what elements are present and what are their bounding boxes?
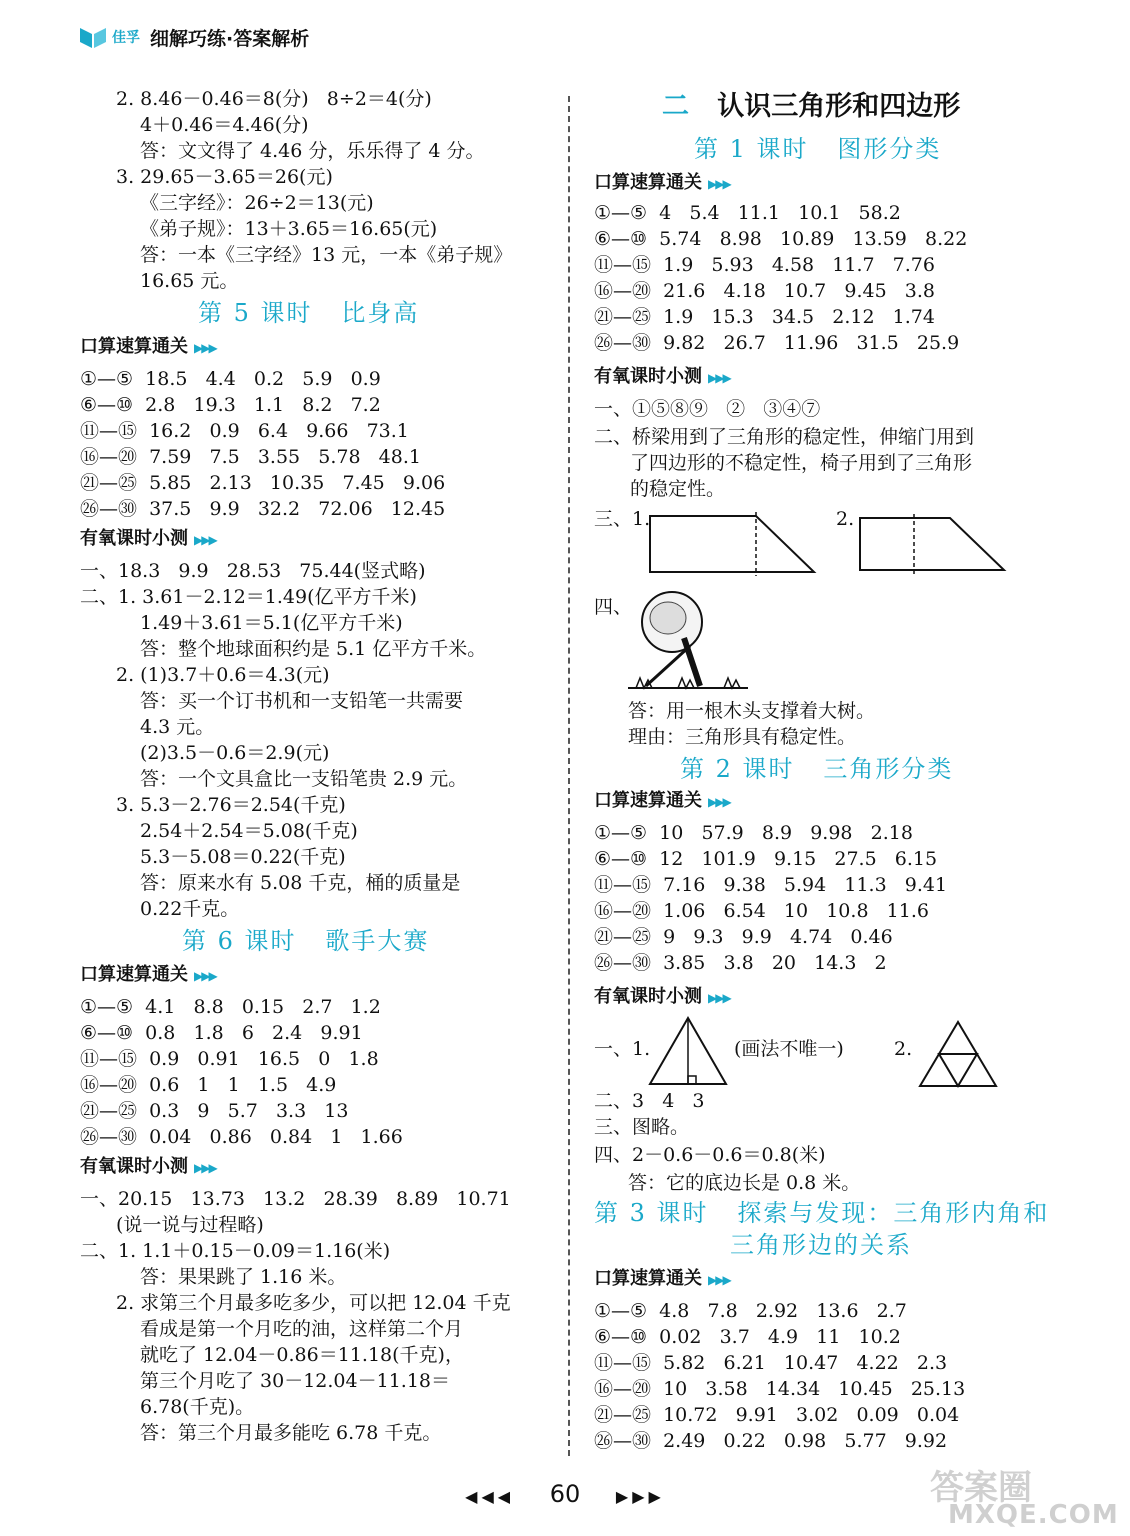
answer-line: 答：整个地球面积约是 5.1 亿平方千米。 (140, 638, 487, 660)
section-heading (594, 364, 730, 391)
chapter-number: 二 (662, 91, 689, 122)
trapezoid-figure-1 (648, 512, 818, 576)
calc-row: ⑯—⑳ 7.59 7.5 3.55 5.78 48.1 (80, 446, 421, 468)
calc-row: ①—⑤ 10 57.9 8.9 9.98 2.18 (594, 822, 913, 844)
next-arrows-icon: ▶▶▶ (615, 1487, 665, 1506)
lesson-title-continued: 三角形边的关系 (730, 1231, 912, 1259)
watermark-logo: 答案圈 (930, 1468, 1032, 1508)
arrow-icon: ▶▶▶ (708, 991, 730, 1005)
calc-row: ㉖—㉚ 3.85 3.8 20 14.3 2 (594, 952, 887, 974)
answer-line: (说一说与过程略) (116, 1214, 264, 1236)
answer-line: 答：一个文具盒比一支铅笔贵 2.9 元。 (140, 768, 468, 790)
answer-line: 4＋0.46＝4.46(分) (140, 114, 309, 136)
section-heading-label: 有氧课时小测 (594, 986, 702, 1007)
answer-line: 一、1. (594, 1038, 651, 1060)
answer-line: 四、 (594, 596, 633, 618)
section-heading (80, 334, 216, 361)
answer-line: 一、20.15 13.73 13.2 28.39 8.89 10.71 (80, 1188, 511, 1210)
answer-line: 16.65 元。 (140, 270, 239, 292)
calc-row: ⑥—⑩ 0.02 3.7 4.9 11 10.2 (594, 1326, 901, 1348)
section-heading (80, 1154, 216, 1181)
answer-line: 二、桥梁用到了三角形的稳定性，伸缩门用到 (594, 426, 975, 448)
answer-line: 《三字经》：26÷2＝13(元) (140, 192, 374, 214)
calc-row: ⑯—⑳ 10 3.58 14.34 10.45 25.13 (594, 1378, 966, 1400)
calc-row: ①—⑤ 18.5 4.4 0.2 5.9 0.9 (80, 368, 381, 390)
answer-line: 5.3－5.08＝0.22(千克) (140, 846, 346, 868)
page-number: 60 (549, 1480, 581, 1508)
calc-row: ㉑—㉕ 1.9 15.3 34.5 2.12 1.74 (594, 306, 935, 328)
section-heading (80, 526, 216, 553)
arrow-icon: ▶▶▶ (194, 341, 216, 355)
calc-row: ⑥—⑩ 5.74 8.98 10.89 13.59 8.22 (594, 228, 968, 250)
answer-line: 2.54＋2.54＝5.08(千克) (140, 820, 358, 842)
arrow-icon: ▶▶▶ (708, 795, 730, 809)
chapter-title (662, 91, 961, 122)
calc-row: ㉖—㉚ 0.04 0.86 0.84 1 1.66 (80, 1126, 403, 1148)
answer-line: 0.22千克。 (140, 898, 240, 920)
answer-line: (画法不唯一) (734, 1038, 844, 1060)
calc-row: ⑥—⑩ 12 101.9 9.15 27.5 6.15 (594, 848, 938, 870)
calc-row: ①—⑤ 4.8 7.8 2.92 13.6 2.7 (594, 1300, 907, 1322)
lesson-title: 第 1 课时 图形分类 (694, 135, 942, 163)
answer-line: 答：它的底边长是 0.8 米。 (628, 1172, 861, 1194)
calc-row: ⑪—⑮ 0.9 0.91 16.5 0 1.8 (80, 1048, 379, 1070)
header-title: 细解巧练·答案解析 (150, 27, 310, 50)
arrow-icon: ▶▶▶ (194, 533, 216, 547)
calc-row: ⑯—⑳ 1.06 6.54 10 10.8 11.6 (594, 900, 929, 922)
calc-row: ㉖—㉚ 9.82 26.7 11.96 31.5 25.9 (594, 332, 960, 354)
answer-line: 答：文文得了 4.46 分，乐乐得了 4 分。 (140, 140, 485, 162)
answer-line: 3. 29.65－3.65＝26(元) (116, 166, 333, 188)
arrow-icon: ▶▶▶ (194, 969, 216, 983)
answer-line: 看成是第一个月吃的油，这样第二个月 (140, 1318, 464, 1340)
chapter-title-text: 认识三角形和四边形 (717, 91, 961, 122)
answer-line: 答：原来水有 5.08 千克，桶的质量是 (140, 872, 461, 894)
calc-row: ㉑—㉕ 9 9.3 9.9 4.74 0.46 (594, 926, 893, 948)
answer-line: 的稳定性。 (630, 478, 726, 500)
calc-row: ①—⑤ 4.1 8.8 0.15 2.7 1.2 (80, 996, 381, 1018)
answer-line: 1.49＋3.61＝5.1(亿平方千米) (140, 612, 403, 634)
answer-line: 2. 8.46－0.46＝8(分) 8÷2＝4(分) (116, 88, 432, 110)
book-logo-icon (78, 24, 108, 50)
arrow-icon: ▶▶▶ (194, 1161, 216, 1175)
answer-line: 答：买一个订书机和一支铅笔一共需要 (140, 690, 464, 712)
section-heading (594, 1266, 730, 1293)
answer-line: 一、①⑤⑧⑨ ② ③④⑦ (594, 398, 821, 420)
answer-line: 3. 5.3－2.76＝2.54(千克) (116, 794, 346, 816)
section-heading-label: 有氧课时小测 (80, 528, 188, 549)
calc-row: ⑯—⑳ 0.6 1 1 1.5 4.9 (80, 1074, 337, 1096)
section-heading (594, 788, 730, 815)
section-heading-label: 口算速算通关 (594, 172, 702, 193)
answer-line: 2. (836, 508, 855, 530)
answer-line: 了四边形的不稳定性，椅子用到了三角形 (630, 452, 973, 474)
answer-line: 2. (1)3.7＋0.6＝4.3(元) (116, 664, 330, 686)
calc-row: ⑪—⑮ 1.9 5.93 4.58 11.7 7.76 (594, 254, 935, 276)
section-heading (594, 170, 730, 197)
arrow-icon: ▶▶▶ (708, 1273, 730, 1287)
lesson-title: 第 2 课时 三角形分类 (680, 755, 954, 783)
section-heading (80, 962, 216, 989)
calc-row: ①—⑤ 4 5.4 11.1 10.1 58.2 (594, 202, 901, 224)
calc-row: ⑥—⑩ 0.8 1.8 6 2.4 9.91 (80, 1022, 363, 1044)
answer-line: 四、2－0.6－0.6＝0.8(米) (594, 1144, 826, 1166)
isosceles-triangle-figure (648, 1016, 728, 1086)
answer-line: 4.3 元。 (140, 716, 215, 738)
calc-row: ⑪—⑮ 16.2 0.9 6.4 9.66 73.1 (80, 420, 409, 442)
answer-line: 二、1. 3.61－2.12＝1.49(亿平方千米) (80, 586, 417, 608)
section-heading-label: 有氧课时小测 (594, 366, 702, 387)
calc-row: ⑪—⑮ 7.16 9.38 5.94 11.3 9.41 (594, 874, 948, 896)
calc-row: ⑪—⑮ 5.82 6.21 10.47 4.22 2.3 (594, 1352, 948, 1374)
tree-with-prop-illustration (628, 588, 748, 692)
watermark-url: MXQE.COM (948, 1500, 1119, 1530)
lesson-title: 第 5 课时 比身高 (198, 299, 420, 327)
section-heading-label: 有氧课时小测 (80, 1156, 188, 1177)
prev-arrows-icon: ◀◀◀ (465, 1487, 515, 1506)
answer-line: 2. 求第三个月最多吃多少，可以把 12.04 千克 (116, 1292, 511, 1314)
column-divider (568, 96, 570, 1456)
answer-line: 三、图略。 (594, 1116, 690, 1138)
answer-line: 答：一本《三字经》13 元，一本《弟子规》 (140, 244, 513, 266)
section-heading-label: 口算速算通关 (80, 964, 188, 985)
calc-row: ㉑—㉕ 0.3 9 5.7 3.3 13 (80, 1100, 349, 1122)
answer-line: 第三个月吃了 30－12.04－11.18＝ (140, 1370, 451, 1392)
calc-row: ㉑—㉕ 5.85 2.13 10.35 7.45 9.06 (80, 472, 446, 494)
lesson-title: 第 6 课时 歌手大赛 (182, 927, 430, 955)
answer-line: (2)3.5－0.6＝2.9(元) (140, 742, 330, 764)
lesson-title: 第 3 课时 探索与发现：三角形内角和 (594, 1199, 1050, 1227)
page-header (78, 22, 309, 52)
answer-line: 二、3 4 3 (594, 1090, 705, 1112)
section-heading-label: 口算速算通关 (80, 336, 188, 357)
answer-line: 答：果果跳了 1.16 米。 (140, 1266, 347, 1288)
answer-line: 一、18.3 9.9 28.53 75.44(竖式略) (80, 560, 426, 582)
answer-line: 2. (894, 1038, 913, 1060)
answer-line: 二、1. 1.1＋0.15－0.09＝1.16(米) (80, 1240, 391, 1262)
answer-line: 答：用一根木头支撑着大树。 (628, 700, 876, 722)
answer-line: 答：第三个月最多能吃 6.78 千克。 (140, 1422, 442, 1444)
section-heading-label: 口算速算通关 (594, 790, 702, 811)
brand-name: 佳孚 (112, 30, 140, 46)
calc-row: ㉖—㉚ 37.5 9.9 32.2 72.06 12.45 (80, 498, 446, 520)
answer-line: 理由：三角形具有稳定性。 (628, 726, 857, 748)
trapezoid-figure-2 (858, 514, 1008, 574)
arrow-icon: ▶▶▶ (708, 371, 730, 385)
section-heading (594, 984, 730, 1011)
answer-line: 6.78(千克)。 (140, 1396, 255, 1418)
answer-line: 三、1. (594, 508, 651, 530)
calc-row: ㉑—㉕ 10.72 9.91 3.02 0.09 0.04 (594, 1404, 960, 1426)
answer-line: 就吃了 12.04－0.86＝11.18(千克)， (140, 1344, 464, 1366)
calc-row: ⑯—⑳ 21.6 4.18 10.7 9.45 3.8 (594, 280, 935, 302)
answer-line: 《弟子规》：13＋3.65＝16.65(元) (140, 218, 438, 240)
calc-row: ㉖—㉚ 2.49 0.22 0.98 5.77 9.92 (594, 1430, 948, 1452)
arrow-icon: ▶▶▶ (708, 177, 730, 191)
calc-row: ⑥—⑩ 2.8 19.3 1.1 8.2 7.2 (80, 394, 381, 416)
section-heading-label: 口算速算通关 (594, 1268, 702, 1289)
subdivided-triangle-figure (918, 1020, 998, 1088)
